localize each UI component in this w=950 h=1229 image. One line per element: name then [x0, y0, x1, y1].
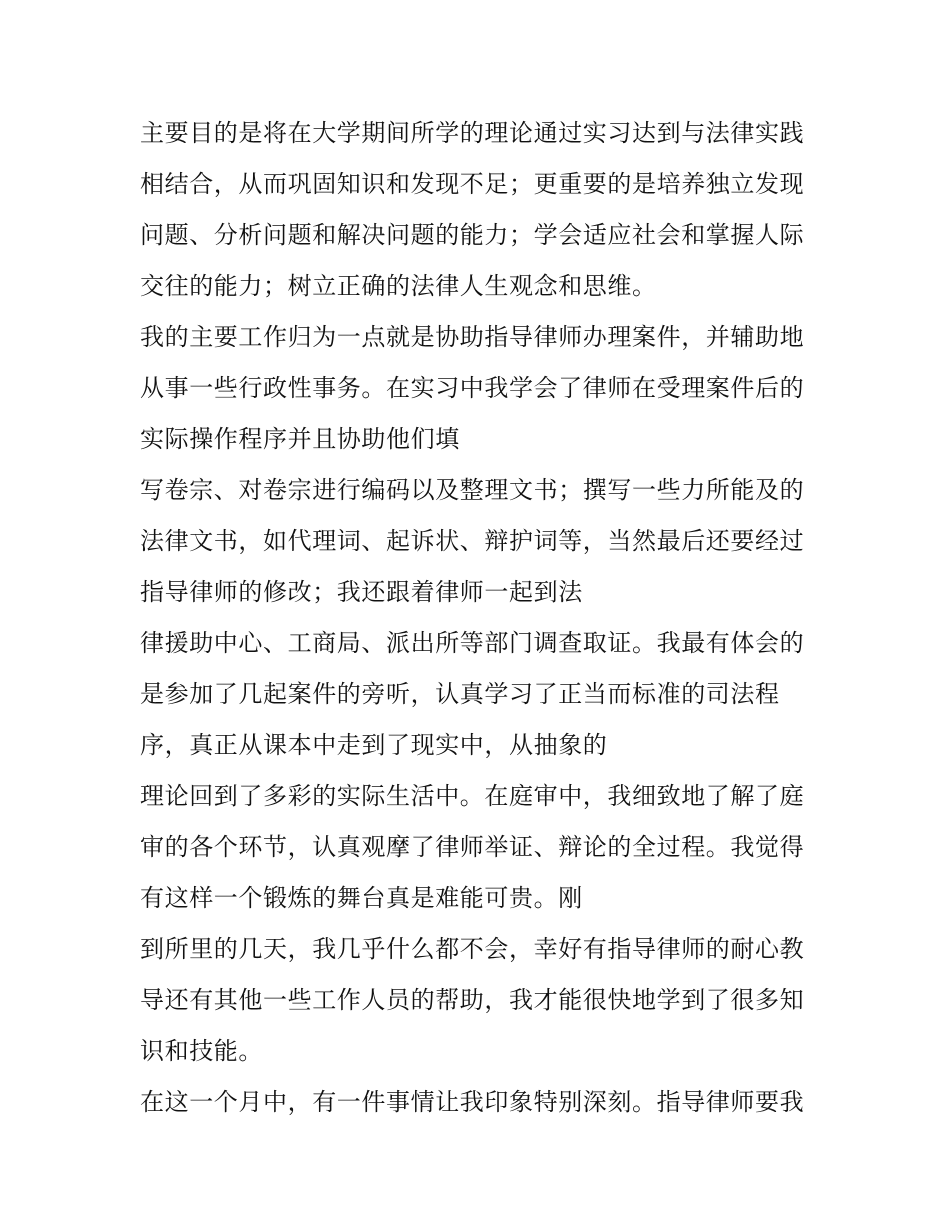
text-line: 识和技能。	[140, 1037, 263, 1065]
text-line: 主要目的是将在大学期间所学的理论通过实习达到与法律实践	[140, 119, 805, 147]
text-line: 从事一些行政性事务。在实习中我学会了律师在受理案件后的	[140, 374, 805, 402]
text-line: 序，真正从课本中走到了现实中，从抽象的	[140, 731, 608, 759]
text-line: 律援助中心、工商局、派出所等部门调查取证。我最有体会的	[140, 629, 805, 657]
text-line: 指导律师的修改；我还跟着律师一起到法	[140, 578, 583, 606]
text-line: 相结合，从而巩固知识和发现不足；更重要的是培养独立发现	[140, 170, 805, 198]
text-line: 我的主要工作归为一点就是协助指导律师办理案件，并辅助地	[140, 323, 805, 351]
text-line: 有这样一个锻炼的舞台真是难能可贵。刚	[140, 884, 583, 912]
text-line: 导还有其他一些工作人员的帮助，我才能很快地学到了很多知	[140, 986, 805, 1014]
text-line: 写卷宗、对卷宗进行编码以及整理文书；撰写一些力所能及的	[140, 476, 805, 504]
text-line: 法律文书，如代理词、起诉状、辩护词等，当然最后还要经过	[140, 527, 805, 555]
text-line: 问题、分析问题和解决问题的能力；学会适应社会和掌握人际	[140, 221, 805, 249]
text-line: 交往的能力；树立正确的法律人生观念和思维。	[140, 272, 657, 300]
text-line: 理论回到了多彩的实际生活中。在庭审中，我细致地了解了庭	[140, 782, 805, 810]
text-line: 实际操作程序并且协助他们填	[140, 425, 460, 453]
text-line: 在这一个月中，有一件事情让我印象特别深刻。指导律师要我	[140, 1088, 805, 1116]
text-line: 审的各个环节，认真观摩了律师举证、辩论的全过程。我觉得	[140, 833, 805, 861]
text-line: 到所里的几天，我几乎什么都不会，幸好有指导律师的耐心教	[140, 935, 805, 963]
body-text	[140, 108, 820, 1128]
text-line: 是参加了几起案件的旁听，认真学习了正当而标准的司法程	[140, 680, 780, 708]
